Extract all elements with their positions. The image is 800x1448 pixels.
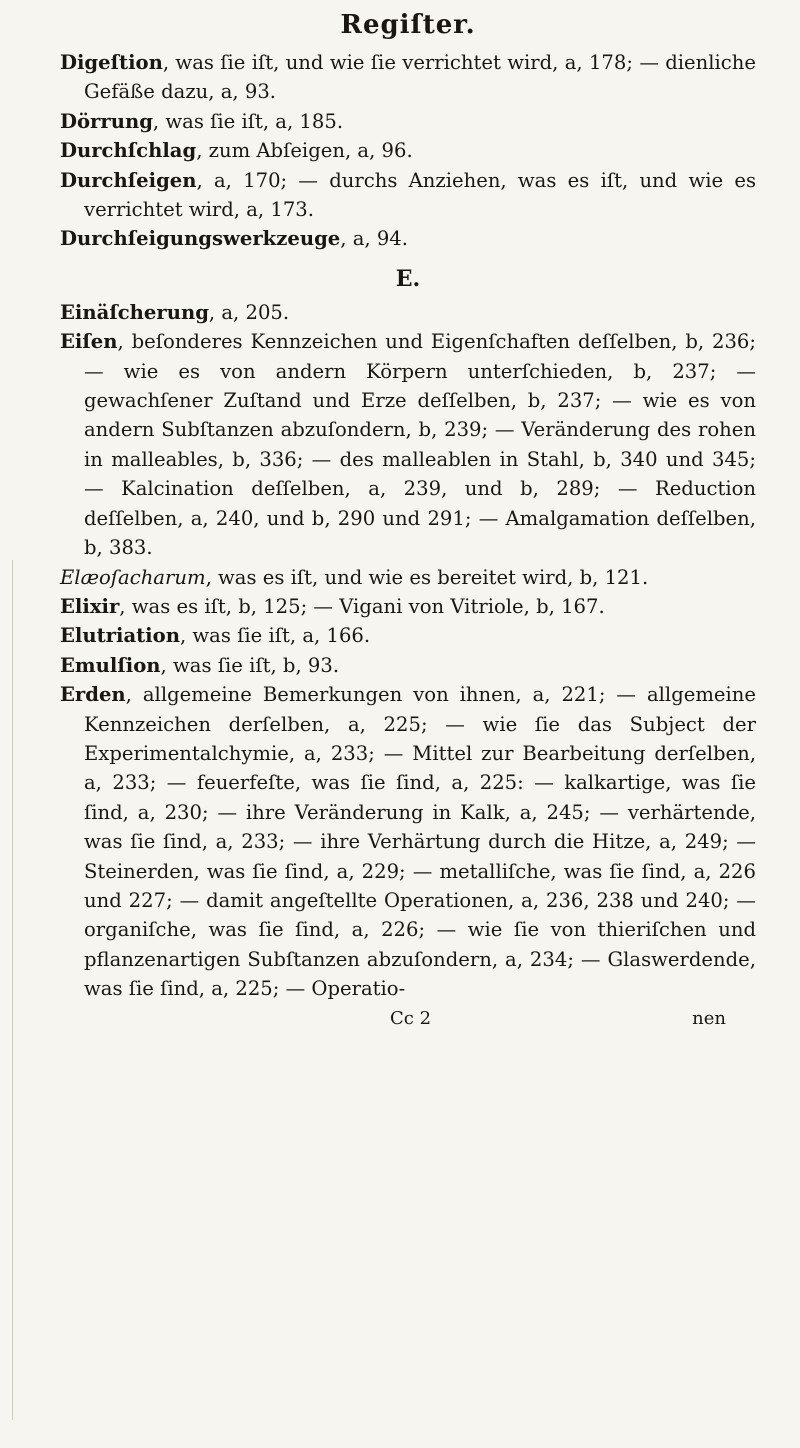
entry-text: , was ſie iſt, a, 185. — [152, 109, 344, 133]
index-entry — [60, 327, 756, 562]
entry-headword: Emulſion — [60, 653, 161, 677]
entry-text: , a, 170; — durchs Anziehen, was es iſt, und wie es verrichtet wird, a, 173. — [84, 168, 756, 222]
entry-headword: Einäſcherung — [60, 300, 209, 324]
entry-text: , zum Abſeigen, a, 96. — [196, 139, 413, 163]
entry-text: , beſonderes Kennzeichen und Eigenſchaften deſſelben, b, 236; — wie es von andern Körpern unterſchieden, b, 237; — gewachſener Zuſtand und Erze deſſelben, b, 237; — wie es von andern Subſtanzen abzuſondern, b, 239; — Veränderung des rohen in malleables, b, 336; — des malleablen in Stahl, b, 340 und 345; — Kalcination deſſelben, a, 239, und b, 289; — Reduction deſſelben, a, 240, und b, 290 und 291; — Amalgamation deſſelben, b, 383. — [84, 330, 756, 560]
index-entry — [60, 621, 756, 650]
index-entry — [60, 298, 756, 327]
index-entry — [60, 651, 756, 680]
index-entry — [60, 224, 756, 253]
section-letter: E. — [395, 265, 421, 292]
entry-headword: Durchſeigen — [60, 168, 197, 192]
entry-text: , a, 94. — [340, 227, 409, 251]
entry-headword: Durchſchlag — [60, 139, 197, 163]
index-entry — [60, 48, 756, 107]
catchword: nen — [692, 1007, 726, 1029]
index-entry — [60, 680, 756, 1003]
page-edge-line — [12, 560, 13, 1420]
page-footer — [60, 1004, 756, 1034]
entry-headword: Elutriation — [60, 624, 180, 648]
entry-headword: Elixir — [60, 594, 120, 618]
entry-text: , was ſie iſt, a, 166. — [179, 624, 371, 648]
index-entry — [60, 136, 756, 165]
entry-text: , was es iſt, und wie es bereitet wird, b, 121. — [205, 565, 649, 589]
entry-text: , was ſie iſt, b, 93. — [160, 653, 340, 677]
entry-text: , was ſie iſt, und wie ſie verrichtet wird, a, 178; — dienliche Gefäße dazu, a, 93. — [84, 51, 756, 104]
entry-headword: Eiſen — [60, 330, 118, 354]
entry-headword: Durchſeigungswerkzeuge — [60, 227, 341, 251]
entry-headword: Elæoſacharum — [60, 565, 206, 589]
index-entry — [60, 107, 756, 136]
page-header: Regiſter. — [340, 10, 476, 40]
entry-text: , a, 205. — [208, 300, 290, 324]
index-entry — [60, 592, 756, 621]
entry-text: , allgemeine Bemerkungen von ihnen, a, 221; — allgemeine Kennzeichen derſelben, a, 225; — wie ſie das Subject der Experimentalchymie, a, 233; — Mittel zur Bearbeitung derſelben, a, 233; — feuerfeſte, was ſie ſind, a, 225: — kalkartige, was ſie ſind, a, 230; — ihre Veränderung in Kalk, a, 245; — verhärtende, was ſie ſind, a, 233; — ihre Verhärtung durch die Hitze, a, 249; — Steinerden, was ſie ſind, a, 229; — metalliſche, was ſie ſind, a, 226 und 227; — damit angeſtellte Operationen, a, 236, 238 und 240; — organiſche, was ſie ſind, a, 226; — wie ſie von thieriſchen und pflanzenartigen Subſtanzen abzuſondern, a, 234; — Glaswerdende, was ſie ſind, a, 225; — Operatio- — [84, 683, 756, 1001]
index-entry — [60, 166, 756, 225]
signature-mark: Cc 2 — [390, 1007, 432, 1029]
entry-headword: Erden — [60, 683, 126, 707]
entry-text: , was es iſt, b, 125; — Vigani von Vitriole, b, 167. — [119, 594, 605, 618]
index-entry — [60, 563, 756, 592]
entry-headword: Digeſtion — [60, 51, 163, 74]
entry-headword: Dörrung — [60, 109, 153, 133]
